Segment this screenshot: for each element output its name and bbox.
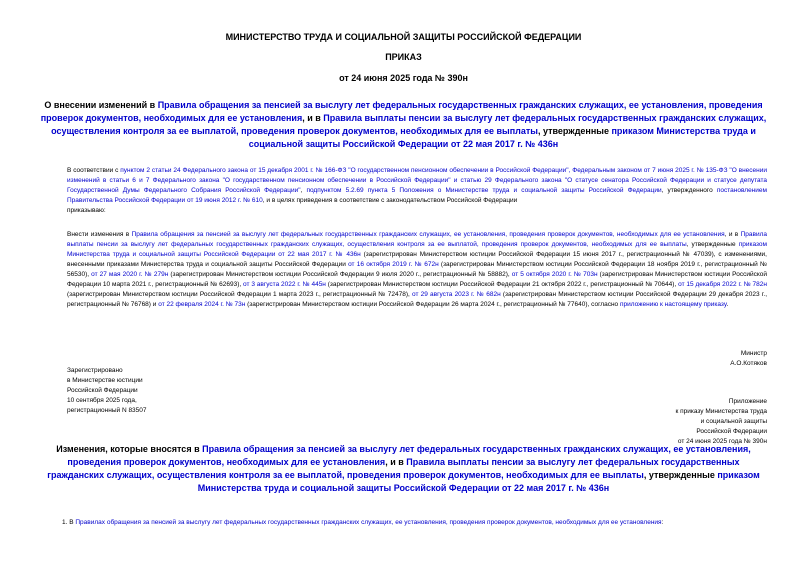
order-word: приказываю: xyxy=(67,207,106,214)
ministry-title: МИНИСТЕРСТВО ТРУДА И СОЦИАЛЬНОЙ ЗАЩИТЫ РОССИЙСКОЙ ФЕДЕРАЦИИ xyxy=(225,32,582,42)
changes-rules-payment-link[interactable]: Правила выплаты пенсии за выслугу лет федеральных государственных гражданских служащих, осуществления контроля за ее выплатой, проведения проверок документов, необходимых для ее выплаты xyxy=(47,457,740,480)
rules-application-link[interactable]: Правила обращения за пенсией за выслугу лет федеральных государственных гражданских служащих, ее установления, проведения проверок документов, необходимых для ее установления xyxy=(40,100,763,123)
item1-rules-link[interactable]: Правилах обращения за пенсией за выслугу лет федеральных государственных гражданских служащих, ее установления, проведения проверок документов, необходимых для ее установления xyxy=(75,519,662,526)
signer-position: Министр xyxy=(740,350,767,357)
amend-rules-payment-link[interactable]: Правила выплаты пенсии за выслугу лет федеральных государственных гражданских служащих, осуществления контроля за ее выплатой, проведения проверок документов, необходимых для ее выплаты xyxy=(67,231,767,248)
amend-order-436n-link[interactable]: приказом Министерства труда и социальной защиты Российской Федерации от 22 мая 2017 г. № 436н xyxy=(67,241,767,258)
regulation-subpoint-link[interactable]: подпунктом 5.2.69 пункта 5 Положения о Министерстве труда и социальной защиты Российской Федерации xyxy=(306,187,662,194)
order-445n-link[interactable]: от 3 августа 2022 г. № 445н xyxy=(243,281,326,288)
order-73n-link[interactable]: от 22 февраля 2024 г. № 73н xyxy=(158,301,246,308)
amendment-paragraph: Внести изменения в Правила обращения за пенсией за выслугу лет федеральных государственных гражданских служащих, ее установления, проведения проверок документов, необходимых для ее установления, и в Правила выплаты пенсии за выслугу лет федеральных государственных гражданских служащих, осуществления контроля за ее выплатой, проведения проверок документов, необходимых для ее выплаты, утвержденные приказом Министерства труда и социальной защиты Российской Федерации от 22 мая 2017 г. № 436н (зарегистрирован Министерством юстиции Российской Федерации 15 июня 2017 г., регистрационный № 47039), с изменениями, внесенными приказами Министерства труда и социальной защиты Российской Федерации от 16 октября 2019 г. № 672н (зарегистрирован Министерством юстиции Российской Федерации 18 ноября 2019 г., регистрационный № 56530), от 27 мая 2020 г. № 279н (зарегистрирован Министерством юстиции Российской Федерации 9 июля 2020 г., регистрационный № 58882), от 5 октября 2020 г. № 703н (зарегистрирован Министерством юстиции Российской Федерации 10 марта 2021 г., регистрационный № 62693), от 3 августа 2022 г. № 445н (зарегистрирован Министерством юстиции Российской Федерации 21 октября 2022 г., регистрационный № 70644), от 15 декабря 2022 г. № 782н (зарегистрирован Министерством юстиции Российской Федерации 1 марта 2023 г., регистрационный № 72478), от 29 августа 2023 г. № 682н (зарегистрирован Министерством юстиции Российской Федерации 29 декабря 2023 г., регистрационный № 76768) и от 22 февраля 2024 г. № 73н (зарегистрирован Министерством юстиции Российской Федерации 26 марта 2024 г., регистрационный № 77640), согласно приложению к настоящему приказу. xyxy=(67,231,768,308)
appendix-block: Приложение к приказу Министерства труда и социальной защиты Российской Федерации от 24 июня 2025 года № 390н xyxy=(675,398,767,445)
change-item-1: 1. В Правилах обращения за пенсией за выслугу лет федеральных государственных гражданских служащих, ее установления, проведения проверок документов, необходимых для ее установления: xyxy=(62,519,664,526)
order-782n-link[interactable]: от 15 декабря 2022 г. № 782н xyxy=(678,281,767,288)
order-279n-link[interactable]: от 27 мая 2020 г. № 279н xyxy=(91,271,169,278)
order-heading: О внесении изменений в Правила обращения за пенсией за выслугу лет федеральных государственных гражданских служащих, ее установления, проведения проверок документов, необходимых для ее установления, и в Правила выплаты пенсии за выслугу лет федеральных государственных гражданских служащих, осуществления контроля за ее выплатой, проведения проверок документов, необходимых для ее выплаты, утвержденные приказом Министерства труда и социальной защиты Российской Федерации от 22 мая 2017 г. № 436н xyxy=(40,100,767,149)
appendix-link[interactable]: приложению к настоящему приказу xyxy=(619,301,727,308)
signature-block xyxy=(600,349,767,369)
registration-block: Зарегистрировано в Министерстве юстиции Российской Федерации 10 сентября 2025 года, регистрационный N 83507 xyxy=(67,367,147,414)
changes-heading: Изменения, которые вносятся в Правила обращения за пенсией за выслугу лет федеральных государственных гражданских служащих, ее установления, проведения проверок документов, необходимых для ее установления, и в Правила выплаты пенсии за выслугу лет федеральных государственных гражданских служащих, осуществления контроля за ее выплатой, проведения проверок документов, необходимых для ее выплаты, утвержденные приказом Министерства труда и социальной защиты Российской Федерации от 22 мая 2017 г. № 436н xyxy=(47,444,760,493)
document-date-number: от 24 июня 2025 года № 390н xyxy=(339,73,468,83)
federal-law-link[interactable]: пунктом 2 статьи 24 Федерального закона от 15 декабря 2001 г. № 166-ФЗ "О государственном пенсионном обеспечении в Российской Федерации", Федеральным законом от 7 июня 2025 г. № 135-ФЗ "О внесении изменений в статьи 6 и 7 Федерального закона "О государственном пенсионном обеспечении в Российской Федерации" и статью 29 Федерального закона "О статусе сенатора Российской Федерации и статусе депутата Государственной Думы Федерального Собрания Российской Федерации" xyxy=(67,167,768,194)
order-672n-link[interactable]: от 16 октября 2019 г. № 672н xyxy=(348,261,439,268)
order-703n-link[interactable]: от 5 октября 2020 г. № 703н xyxy=(511,271,598,278)
rules-payment-link[interactable]: Правила выплаты пенсии за выслугу лет федеральных государственных гражданских служащих, осуществления контроля за ее выплатой, проведения проверок документов, необходимых для ее выплаты xyxy=(51,113,767,136)
amend-rules-application-link[interactable]: Правила обращения за пенсией за выслугу лет федеральных государственных гражданских служащих, ее установления, проведения проверок документов, необходимых для ее установления xyxy=(131,231,725,238)
signer-name: А.О.Котяков xyxy=(730,360,767,367)
changes-rules-application-link[interactable]: Правила обращения за пенсией за выслугу лет федеральных государственных гражданских служащих, ее установления, проведения проверок документов, необходимых для ее установления xyxy=(67,444,751,467)
document-type: ПРИКАЗ xyxy=(385,52,422,62)
order-436n-link[interactable]: приказом Министерства труда и социальной защиты Российской Федерации от 22 мая 2017 г. № 436н xyxy=(248,126,756,149)
order-682n-link[interactable]: от 29 августа 2023 г. № 682н xyxy=(412,291,501,298)
government-resolution-link[interactable]: постановлением Правительства Российской Федерации от 19 июня 2012 г. № 610 xyxy=(67,187,767,204)
preamble-paragraph: В соответствии с пунктом 2 статьи 24 Федерального закона от 15 декабря 2001 г. № 166-ФЗ "О государственном пенсионном обеспечении в Российской Федерации", Федеральным законом от 7 июня 2025 г. № 135-ФЗ "О внесении изменений в статьи 6 и 7 Федерального закона "О государственном пенсионном обеспечении в Российской Федерации" и статью 29 Федерального закона "О статусе сенатора Российской Федерации и статусе депутата Государственной Думы Федерального Собрания Российской Федерации", подпунктом 5.2.69 пункта 5 Положения о Министерстве труда и социальной защиты Российской Федерации, утвержденного постановлением Правительства Российской Федерации от 19 июня 2012 г. № 610, и в целях приведения в соответствие с законодательством Российской Федерации приказываю: xyxy=(67,167,768,214)
changes-order-436n-link[interactable]: приказом Министерства труда и социальной защиты Российской Федерации от 22 мая 2017 г. № 436н xyxy=(197,470,760,493)
